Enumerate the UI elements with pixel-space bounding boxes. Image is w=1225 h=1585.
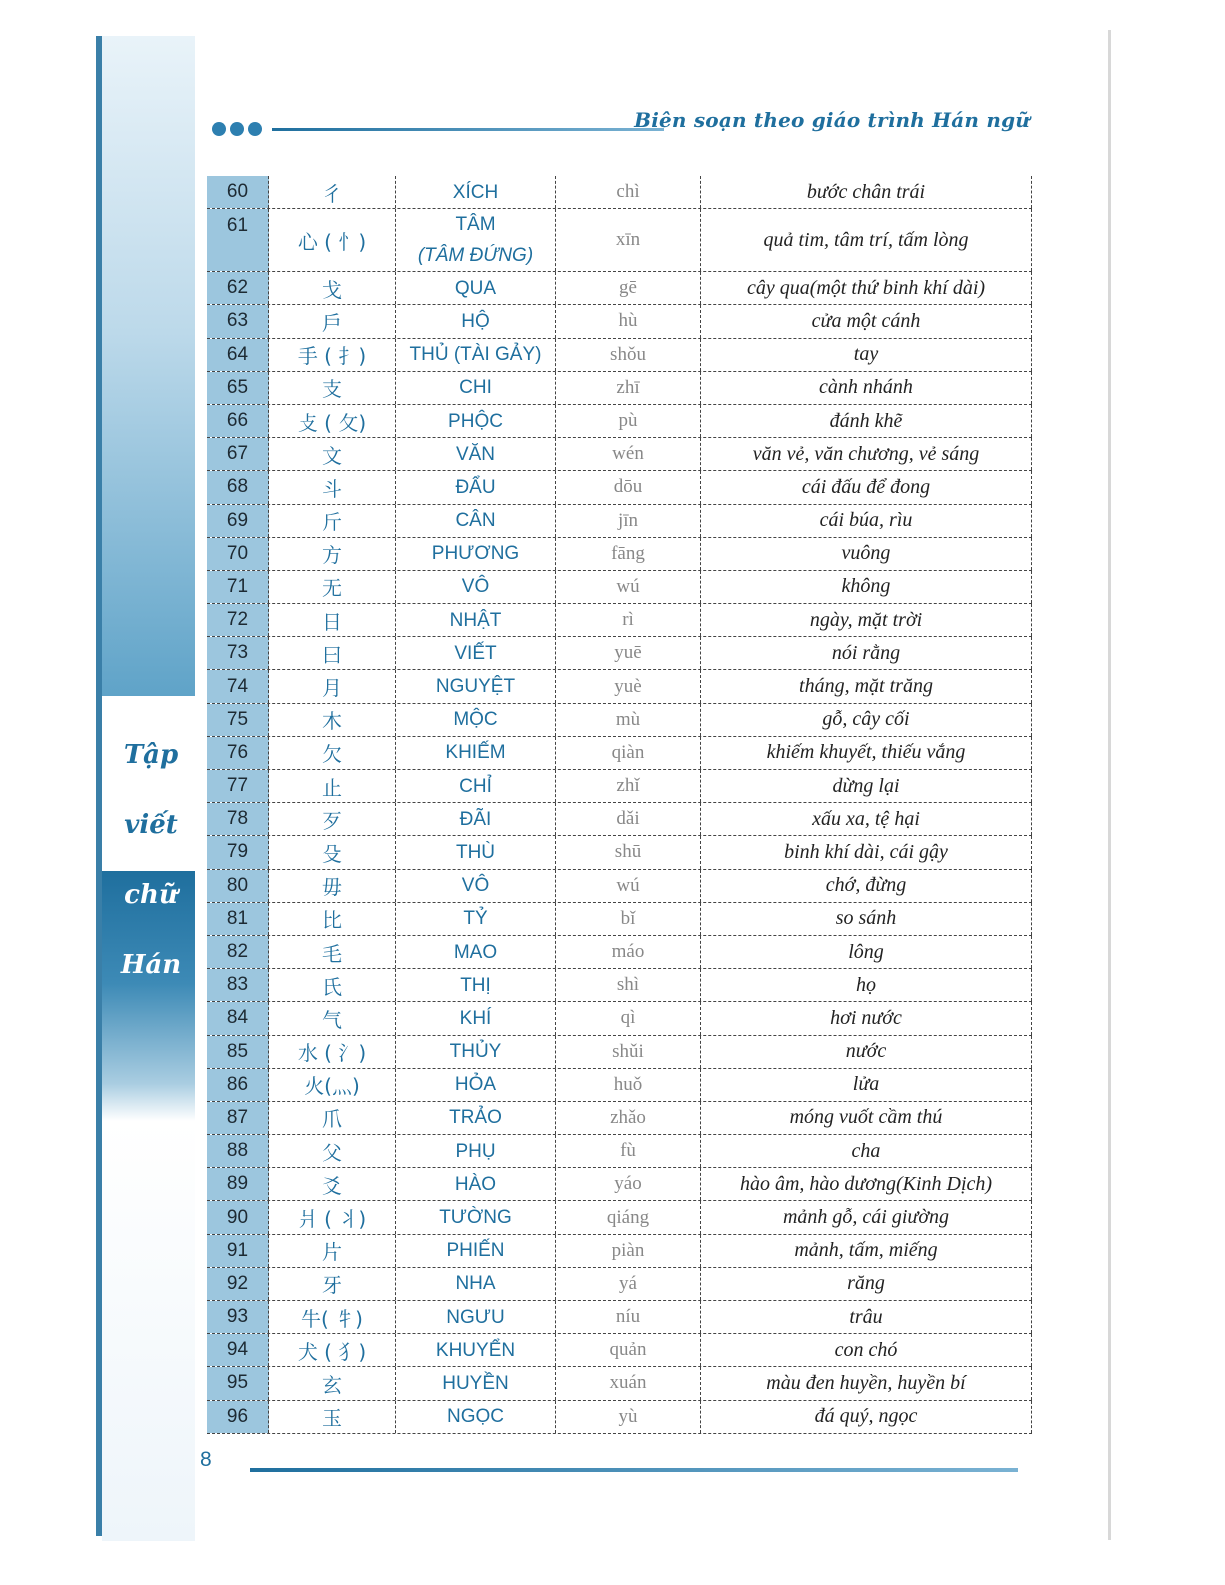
radical-meaning: màu đen huyền, huyền bí (701, 1367, 1032, 1399)
radical-character: 方 (269, 538, 396, 570)
radical-character: 气 (269, 1002, 396, 1034)
radical-character: 戈 (269, 272, 396, 304)
radical-pinyin: shì (556, 969, 701, 1001)
row-number: 70 (207, 538, 269, 570)
radical-pinyin: yáo (556, 1168, 701, 1200)
radical-name: CHỈ (396, 770, 556, 802)
table-row (207, 1135, 1032, 1168)
row-number: 87 (207, 1102, 269, 1134)
row-number: 68 (207, 471, 269, 503)
row-number: 63 (207, 305, 269, 337)
radical-meaning: lông (701, 936, 1032, 968)
radical-meaning: họ (701, 969, 1032, 1001)
radical-character: 比 (269, 903, 396, 935)
dot-icon (230, 122, 244, 136)
radical-name: VIẾT (396, 637, 556, 669)
table-row (207, 1401, 1032, 1434)
radical-name: THÙ (396, 836, 556, 868)
radical-meaning: xấu xa, tệ hại (701, 803, 1032, 835)
radical-character: 氏 (269, 969, 396, 1001)
dot-icon (248, 122, 262, 136)
radical-name (396, 209, 556, 271)
radical-meaning: vuông (701, 538, 1032, 570)
radical-pinyin: zhī (556, 372, 701, 404)
radical-character: 曰 (269, 637, 396, 669)
radical-meaning: hơi nước (701, 1002, 1032, 1034)
radical-character: 毛 (269, 936, 396, 968)
radical-pinyin: xīn (556, 209, 701, 271)
radical-character: 月 (269, 670, 396, 702)
table-row (207, 903, 1032, 936)
radical-meaning: trâu (701, 1301, 1032, 1333)
side-title (108, 720, 194, 1000)
radical-meaning: móng vuốt cầm thú (701, 1102, 1032, 1134)
row-number: 75 (207, 704, 269, 736)
row-number: 92 (207, 1268, 269, 1300)
table-row (207, 737, 1032, 770)
row-number: 60 (207, 176, 269, 208)
radical-pinyin: jīn (556, 505, 701, 537)
radical-name: QUA (396, 272, 556, 304)
radical-character: 文 (269, 438, 396, 470)
table-row (207, 604, 1032, 637)
dot-icon (212, 122, 226, 136)
header-rule (272, 128, 664, 131)
radical-name: HÀO (396, 1168, 556, 1200)
table-row (207, 209, 1032, 272)
radical-name: PHƯƠNG (396, 538, 556, 570)
radical-meaning: so sánh (701, 903, 1032, 935)
radical-meaning: ngày, mặt trời (701, 604, 1032, 636)
radical-character: 止 (269, 770, 396, 802)
radical-pinyin: yá (556, 1268, 701, 1300)
radical-name: MỘC (396, 704, 556, 736)
side-band-top (102, 36, 195, 696)
row-number: 89 (207, 1168, 269, 1200)
radical-character: 戶 (269, 305, 396, 337)
radical-pinyin: fù (556, 1135, 701, 1167)
radical-pinyin: máo (556, 936, 701, 968)
radical-table (207, 176, 1032, 1434)
radical-pinyin: zhǎo (556, 1102, 701, 1134)
radical-pinyin: qiáng (556, 1201, 701, 1233)
row-number: 95 (207, 1367, 269, 1399)
radical-name: TỶ (396, 903, 556, 935)
table-row (207, 505, 1032, 538)
radical-character: 犬 ( 犭) (269, 1334, 396, 1366)
radical-pinyin: shǔi (556, 1036, 701, 1068)
header-dots-ornament (212, 122, 262, 136)
row-number: 67 (207, 438, 269, 470)
radical-name-main: TÂM (455, 214, 496, 236)
row-number: 76 (207, 737, 269, 769)
table-row (207, 538, 1032, 571)
radical-name: KHIẾM (396, 737, 556, 769)
radical-name: HUYỀN (396, 1367, 556, 1399)
radical-meaning: mảnh gỗ, cái giường (701, 1201, 1032, 1233)
table-row (207, 1036, 1032, 1069)
radical-pinyin: chì (556, 176, 701, 208)
radical-pinyin: bǐ (556, 903, 701, 935)
side-title-word: Tập (123, 740, 179, 770)
radical-pinyin: mù (556, 704, 701, 736)
radical-name: HỎA (396, 1069, 556, 1101)
footer-rule (250, 1468, 1018, 1472)
radical-character: 爪 (269, 1102, 396, 1134)
radical-name: NGỌC (396, 1401, 556, 1433)
radical-name: NHA (396, 1268, 556, 1300)
radical-meaning: cửa một cánh (701, 305, 1032, 337)
table-row (207, 803, 1032, 836)
row-number: 83 (207, 969, 269, 1001)
table-row (207, 936, 1032, 969)
table-row (207, 670, 1032, 703)
radical-pinyin: hù (556, 305, 701, 337)
radical-character: 爻 (269, 1168, 396, 1200)
radical-meaning: cái búa, rìu (701, 505, 1032, 537)
radical-name: TRẢO (396, 1102, 556, 1134)
table-row (207, 1069, 1032, 1102)
radical-name: VĂN (396, 438, 556, 470)
radical-pinyin: zhǐ (556, 770, 701, 802)
radical-character: 父 (269, 1135, 396, 1167)
radical-name: VÔ (396, 870, 556, 902)
radical-character: 支 (269, 372, 396, 404)
row-number: 90 (207, 1201, 269, 1233)
row-number: 66 (207, 405, 269, 437)
row-number: 82 (207, 936, 269, 968)
page-number: 8 (200, 1448, 212, 1471)
radical-character: 日 (269, 604, 396, 636)
radical-meaning: nước (701, 1036, 1032, 1068)
radical-name: CHI (396, 372, 556, 404)
radical-name: HỘ (396, 305, 556, 337)
radical-name: NGUYỆT (396, 670, 556, 702)
table-row (207, 870, 1032, 903)
radical-pinyin: dǎi (556, 803, 701, 835)
radical-pinyin: piàn (556, 1235, 701, 1267)
radical-name: NHẬT (396, 604, 556, 636)
table-row (207, 1367, 1032, 1400)
table-row (207, 272, 1032, 305)
radical-name: PHIẾN (396, 1235, 556, 1267)
row-number: 73 (207, 637, 269, 669)
row-number: 71 (207, 571, 269, 603)
radical-name: KHUYỂN (396, 1334, 556, 1366)
radical-character: 爿 ( 丬) (269, 1201, 396, 1233)
radical-pinyin: wú (556, 870, 701, 902)
radical-meaning: gỗ, cây cối (701, 704, 1032, 736)
radical-pinyin: wén (556, 438, 701, 470)
table-row (207, 339, 1032, 372)
row-number: 85 (207, 1036, 269, 1068)
radical-pinyin: dōu (556, 471, 701, 503)
radical-pinyin: quản (556, 1334, 701, 1366)
radical-meaning: đá quý, ngọc (701, 1401, 1032, 1433)
table-row (207, 1235, 1032, 1268)
radical-meaning: con chó (701, 1334, 1032, 1366)
table-row (207, 969, 1032, 1002)
radical-character: 斤 (269, 505, 396, 537)
row-number: 93 (207, 1301, 269, 1333)
table-row (207, 405, 1032, 438)
radical-character: 牛( 牜) (269, 1301, 396, 1333)
radical-meaning: hào âm, hào dương(Kinh Dịch) (701, 1168, 1032, 1200)
row-number: 72 (207, 604, 269, 636)
row-number: 94 (207, 1334, 269, 1366)
radical-character: 歹 (269, 803, 396, 835)
radical-character: 片 (269, 1235, 396, 1267)
row-number: 88 (207, 1135, 269, 1167)
radical-meaning: tay (701, 339, 1032, 371)
radical-pinyin: níu (556, 1301, 701, 1333)
radical-name: MAO (396, 936, 556, 968)
table-row (207, 571, 1032, 604)
radical-pinyin: qiàn (556, 737, 701, 769)
table-row (207, 836, 1032, 869)
radical-name: NGƯU (396, 1301, 556, 1333)
radical-character: 玉 (269, 1401, 396, 1433)
table-row (207, 176, 1032, 209)
radical-name-sub: (TÂM ĐỨNG) (417, 245, 534, 267)
radical-character: 木 (269, 704, 396, 736)
radical-name: ĐÃI (396, 803, 556, 835)
row-number: 65 (207, 372, 269, 404)
radical-pinyin: huǒ (556, 1069, 701, 1101)
table-row (207, 1168, 1032, 1201)
radical-name: VÔ (396, 571, 556, 603)
radical-name: PHỘC (396, 405, 556, 437)
radical-meaning: lửa (701, 1069, 1032, 1101)
row-number: 80 (207, 870, 269, 902)
row-number: 61 (207, 209, 269, 271)
radical-meaning: cây qua(một thứ binh khí dài) (701, 272, 1032, 304)
radical-name: TƯỜNG (396, 1201, 556, 1233)
side-title-word: chữ (124, 880, 178, 910)
radical-meaning: bước chân trái (701, 176, 1032, 208)
side-band-fade (102, 1121, 195, 1541)
radical-character: 玄 (269, 1367, 396, 1399)
table-row (207, 305, 1032, 338)
radical-name: KHÍ (396, 1002, 556, 1034)
row-number: 69 (207, 505, 269, 537)
radical-meaning: đánh khẽ (701, 405, 1032, 437)
radical-character: 心 ( 忄) (269, 209, 396, 271)
table-row (207, 1334, 1032, 1367)
table-row (207, 704, 1032, 737)
table-row (207, 637, 1032, 670)
radical-pinyin: gē (556, 272, 701, 304)
radical-name: XÍCH (396, 176, 556, 208)
row-number: 84 (207, 1002, 269, 1034)
table-row (207, 1301, 1032, 1334)
radical-pinyin: yù (556, 1401, 701, 1433)
radical-character: 攴 ( 攵) (269, 405, 396, 437)
row-number: 74 (207, 670, 269, 702)
table-row (207, 372, 1032, 405)
row-number: 91 (207, 1235, 269, 1267)
radical-meaning: mảnh, tấm, miếng (701, 1235, 1032, 1267)
radical-meaning: binh khí dài, cái gậy (701, 836, 1032, 868)
radical-character: 牙 (269, 1268, 396, 1300)
row-number: 96 (207, 1401, 269, 1433)
row-number: 62 (207, 272, 269, 304)
radical-character: 手 ( 扌) (269, 339, 396, 371)
radical-pinyin: xuán (556, 1367, 701, 1399)
table-row (207, 1268, 1032, 1301)
radical-pinyin: shū (556, 836, 701, 868)
radical-pinyin: wú (556, 571, 701, 603)
radical-pinyin: fāng (556, 538, 701, 570)
radical-character: 殳 (269, 836, 396, 868)
row-number: 81 (207, 903, 269, 935)
radical-meaning: nói rằng (701, 637, 1032, 669)
radical-pinyin: rì (556, 604, 701, 636)
row-number: 79 (207, 836, 269, 868)
side-title-word: viết (124, 810, 178, 840)
radical-pinyin: pù (556, 405, 701, 437)
page-right-edge (1108, 30, 1111, 1540)
radical-character: 火(灬) (269, 1069, 396, 1101)
radical-meaning: văn vẻ, văn chương, vẻ sáng (701, 438, 1032, 470)
radical-pinyin: shǒu (556, 339, 701, 371)
table-row (207, 770, 1032, 803)
table-row (207, 471, 1032, 504)
radical-name: THỦY (396, 1036, 556, 1068)
table-row (207, 438, 1032, 471)
radical-meaning: không (701, 571, 1032, 603)
row-number: 77 (207, 770, 269, 802)
radical-character: 斗 (269, 471, 396, 503)
radical-meaning: dừng lại (701, 770, 1032, 802)
row-number: 86 (207, 1069, 269, 1101)
radical-pinyin: qì (556, 1002, 701, 1034)
running-header: Biên soạn theo giáo trình Hán ngữ (634, 108, 1030, 132)
side-title-word: Hán (120, 950, 182, 980)
radical-meaning: cha (701, 1135, 1032, 1167)
table-row (207, 1102, 1032, 1135)
radical-name: CÂN (396, 505, 556, 537)
radical-meaning: chớ, đừng (701, 870, 1032, 902)
radical-character: 毋 (269, 870, 396, 902)
radical-meaning: cành nhánh (701, 372, 1032, 404)
radical-name: PHỤ (396, 1135, 556, 1167)
radical-name: THỊ (396, 969, 556, 1001)
radical-name: ĐẨU (396, 471, 556, 503)
radical-meaning: quả tim, tâm trí, tấm lòng (701, 209, 1032, 271)
radical-meaning: tháng, mặt trăng (701, 670, 1032, 702)
radical-meaning: răng (701, 1268, 1032, 1300)
row-number: 78 (207, 803, 269, 835)
radical-character: 水 ( 氵) (269, 1036, 396, 1068)
radical-pinyin: yuē (556, 637, 701, 669)
radical-pinyin: yuè (556, 670, 701, 702)
row-number: 64 (207, 339, 269, 371)
radical-meaning: khiếm khuyết, thiếu vắng (701, 737, 1032, 769)
table-row (207, 1002, 1032, 1035)
radical-meaning: cái đấu để đong (701, 471, 1032, 503)
radical-character: 欠 (269, 737, 396, 769)
radical-character: 彳 (269, 176, 396, 208)
table-row (207, 1201, 1032, 1234)
radical-name: THỦ (TÀI GẢY) (396, 339, 556, 371)
radical-character: 无 (269, 571, 396, 603)
